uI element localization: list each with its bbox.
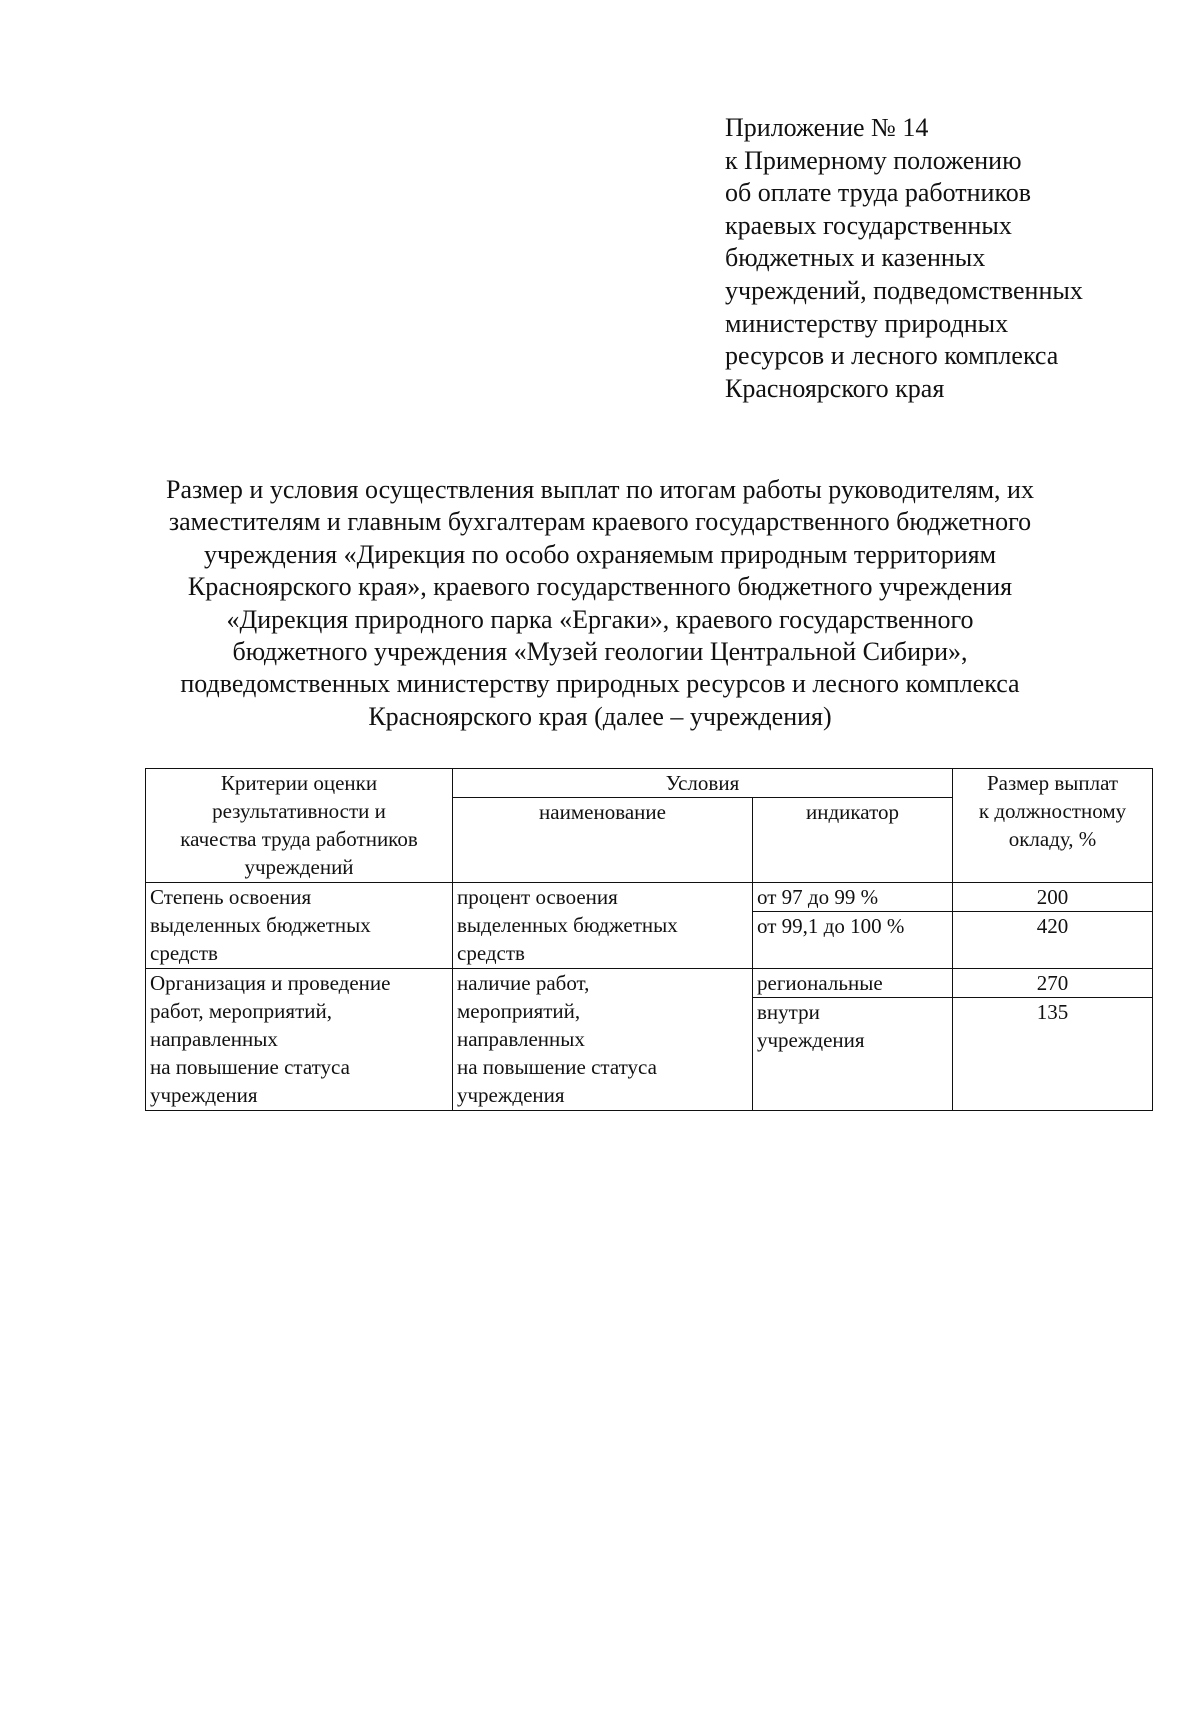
- appendix-line: бюджетных и казенных: [725, 243, 986, 273]
- header-conditions: Условия: [453, 769, 953, 798]
- header-indicator: индикатор: [753, 798, 953, 883]
- title-line: учреждения «Дирекция по особо охраняемым природным территориям: [203, 539, 997, 569]
- table-row: [146, 883, 1153, 912]
- value-cell: 420: [953, 912, 1153, 969]
- title-line: Красноярского края (далее – учреждения): [368, 701, 832, 731]
- appendix-line: к Примерному положению: [725, 145, 1022, 175]
- table-header-row: [146, 769, 1153, 798]
- value-cell: 270: [953, 969, 1153, 998]
- indicator-cell: региональные: [753, 969, 953, 998]
- appendix-line: ресурсов и лесного комплекса: [725, 341, 1059, 371]
- value-cell: 135: [953, 998, 1153, 1111]
- indicator-cell: от 99,1 до 100 %: [753, 912, 953, 969]
- appendix-line: об оплате труда работников: [725, 178, 1032, 208]
- table-row: [146, 969, 1153, 998]
- header-criteria: Критерии оценки результативности и качества труда работников учреждений: [146, 769, 453, 883]
- appendix-line: Приложение № 14: [725, 113, 929, 142]
- appendix-line: учреждений, подведомственных: [725, 275, 1083, 305]
- header-payment: Размер выплат к должностному окладу, %: [953, 769, 1153, 883]
- condition-cell: наличие работ, мероприятий, направленных на повышение статуса учреждения: [453, 969, 753, 1111]
- title-line: «Дирекция природного парка «Ергаки», краевого государственного: [226, 604, 974, 634]
- document-title: [140, 474, 1060, 733]
- appendix-line: краевых государственных: [725, 210, 1012, 240]
- condition-cell: процент освоения выделенных бюджетных средств: [453, 883, 753, 969]
- header-name: наименование: [453, 798, 753, 883]
- indicator-cell: внутри учреждения: [753, 998, 953, 1111]
- criteria-table: [145, 768, 1153, 1111]
- title-line: Размер и условия осуществления выплат по итогам работы руководителям, их: [166, 475, 1034, 504]
- criterion-cell: Организация и проведение работ, мероприятий, направленных на повышение статуса учреждения: [146, 969, 453, 1111]
- title-line: заместителям и главным бухгалтерам краевого государственного бюджетного: [168, 507, 1032, 537]
- value-cell: 200: [953, 883, 1153, 912]
- title-line: бюджетного учреждения «Музей геологии Центральной Сибири»,: [232, 637, 968, 667]
- title-line: Красноярского края», краевого государственного бюджетного учреждения: [187, 572, 1013, 602]
- appendix-line: Красноярского края: [725, 373, 945, 403]
- appendix-line: министерству природных: [725, 308, 1009, 338]
- title-line: подведомственных министерству природных ресурсов и лесного комплекса: [180, 669, 1020, 699]
- indicator-cell: от 97 до 99 %: [753, 883, 953, 912]
- criterion-cell: Степень освоения выделенных бюджетных средств: [146, 883, 453, 969]
- appendix-header: [725, 112, 1165, 405]
